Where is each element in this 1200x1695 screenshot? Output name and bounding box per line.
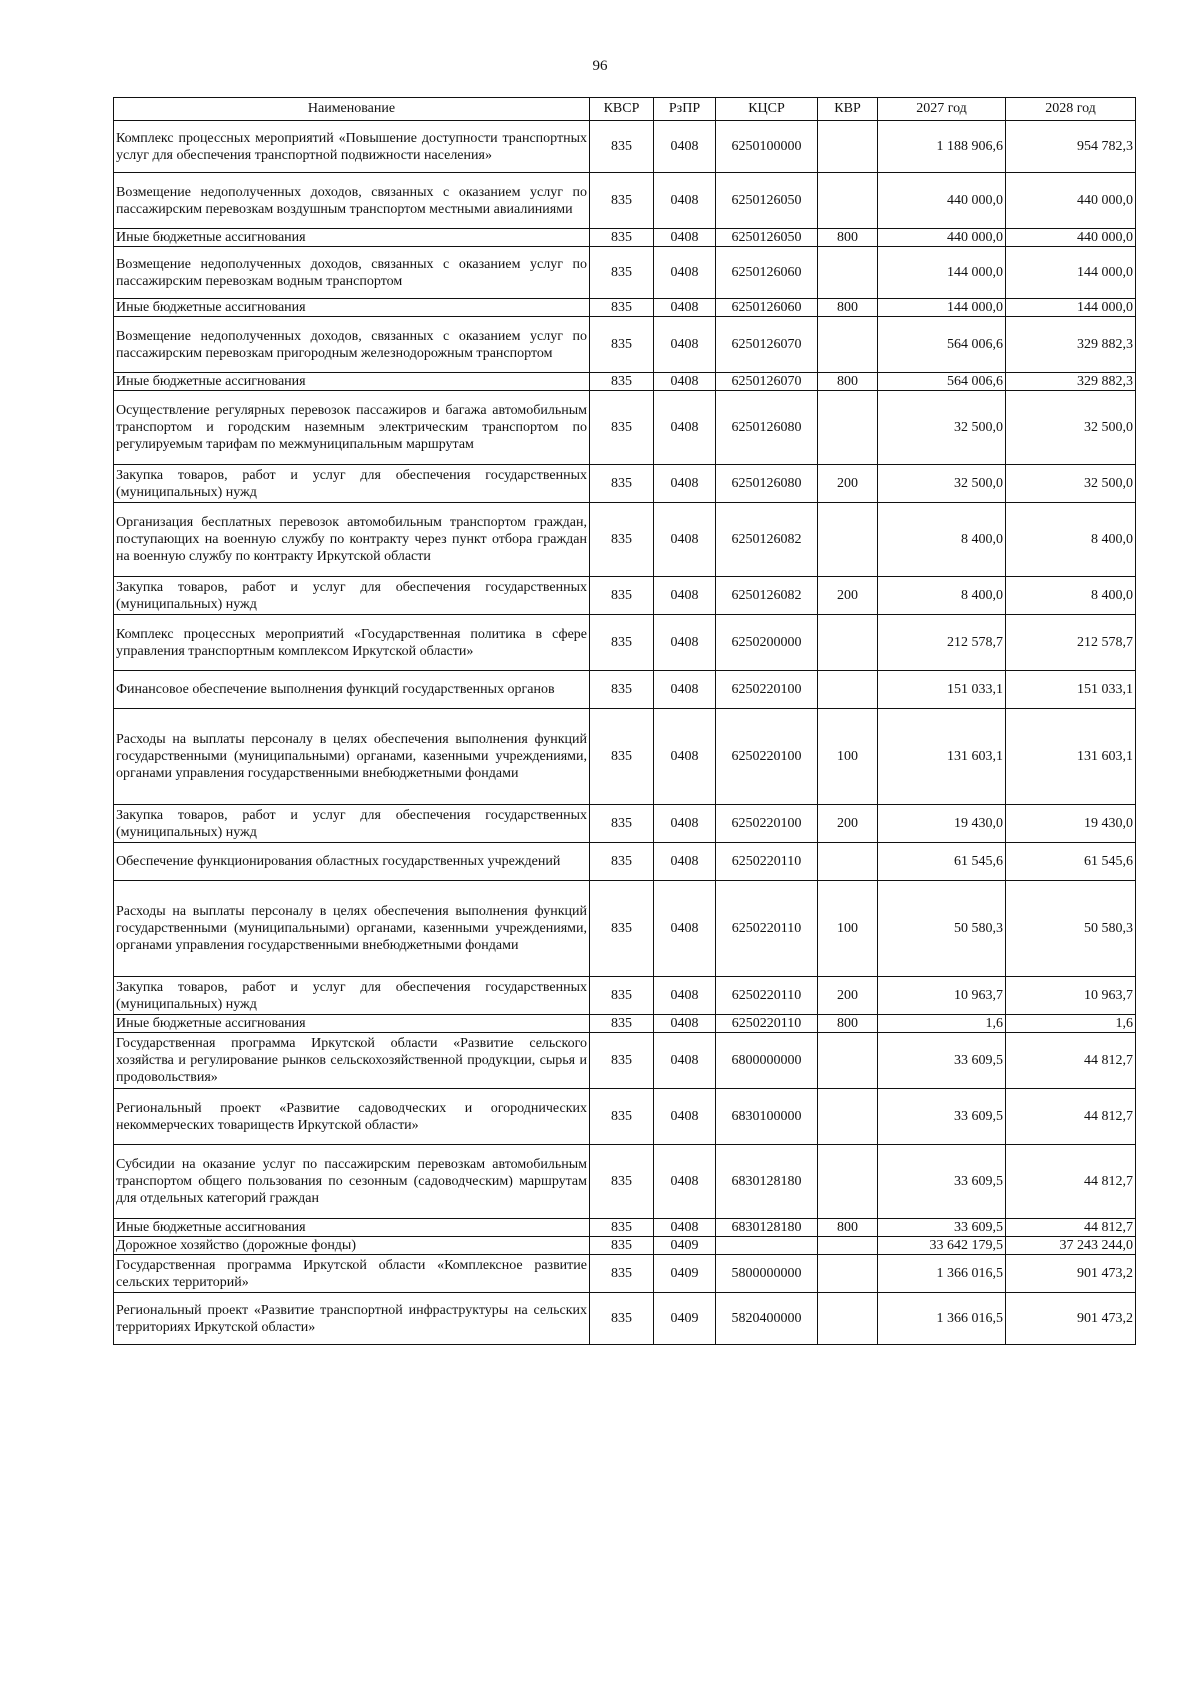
row-name: Иные бюджетные ассигнования bbox=[114, 299, 590, 317]
row-kcsr: 6250126060 bbox=[716, 299, 818, 317]
row-name: Закупка товаров, работ и услуг для обеспечения государственных (муниципальных) нужд bbox=[114, 577, 590, 615]
row-name: Иные бюджетные ассигнования bbox=[114, 1015, 590, 1033]
row-rzpr: 0408 bbox=[654, 121, 716, 173]
row-2027: 151 033,1 bbox=[878, 671, 1006, 709]
row-rzpr: 0408 bbox=[654, 805, 716, 843]
table-row bbox=[114, 391, 1136, 465]
row-kvr: 800 bbox=[818, 1015, 878, 1033]
row-rzpr: 0408 bbox=[654, 1015, 716, 1033]
row-kvr bbox=[818, 1255, 878, 1293]
row-name: Региональный проект «Развитие садоводческих и огороднических некоммерческих товариществ Иркутской области» bbox=[114, 1089, 590, 1145]
row-kvsr: 835 bbox=[590, 1089, 654, 1145]
page-number: 96 bbox=[592, 58, 608, 74]
row-kvsr: 835 bbox=[590, 1237, 654, 1255]
row-2027: 8 400,0 bbox=[878, 503, 1006, 577]
row-2028: 901 473,2 bbox=[1006, 1293, 1136, 1345]
row-kcsr: 6800000000 bbox=[716, 1033, 818, 1089]
row-name: Комплекс процессных мероприятий «Государственная политика в сфере управления транспортным комплексом Иркутской области» bbox=[114, 615, 590, 671]
row-kcsr: 6250126080 bbox=[716, 465, 818, 503]
row-kcsr: 6250126050 bbox=[716, 173, 818, 229]
row-rzpr: 0408 bbox=[654, 229, 716, 247]
table-row bbox=[114, 1145, 1136, 1219]
row-name: Государственная программа Иркутской области «Развитие сельского хозяйства и регулирование рынков сельскохозяйственной продукции, сырья и продовольствия» bbox=[114, 1033, 590, 1089]
header-name: Наименование bbox=[114, 98, 590, 121]
row-2028: 44 812,7 bbox=[1006, 1089, 1136, 1145]
row-2027: 61 545,6 bbox=[878, 843, 1006, 881]
table-row bbox=[114, 247, 1136, 299]
row-name: Иные бюджетные ассигнования bbox=[114, 229, 590, 247]
row-name: Обеспечение функционирования областных государственных учреждений bbox=[114, 843, 590, 881]
row-name: Комплекс процессных мероприятий «Повышение доступности транспортных услуг для обеспечения транспортной подвижности населения» bbox=[114, 121, 590, 173]
table-row bbox=[114, 121, 1136, 173]
row-rzpr: 0408 bbox=[654, 977, 716, 1015]
row-kvr bbox=[818, 173, 878, 229]
row-2028: 32 500,0 bbox=[1006, 465, 1136, 503]
row-kvr: 800 bbox=[818, 299, 878, 317]
row-kvsr: 835 bbox=[590, 317, 654, 373]
table-row bbox=[114, 615, 1136, 671]
row-kvr bbox=[818, 1033, 878, 1089]
table-row bbox=[114, 709, 1136, 805]
row-2027: 144 000,0 bbox=[878, 299, 1006, 317]
table-row bbox=[114, 229, 1136, 247]
budget-table bbox=[113, 97, 1136, 1345]
row-kvsr: 835 bbox=[590, 1219, 654, 1237]
row-2027: 1,6 bbox=[878, 1015, 1006, 1033]
row-kvr: 100 bbox=[818, 709, 878, 805]
row-kvsr: 835 bbox=[590, 229, 654, 247]
row-kvsr: 835 bbox=[590, 247, 654, 299]
row-rzpr: 0408 bbox=[654, 671, 716, 709]
table-row bbox=[114, 1219, 1136, 1237]
row-kvr bbox=[818, 843, 878, 881]
row-2028: 19 430,0 bbox=[1006, 805, 1136, 843]
row-kvsr: 835 bbox=[590, 391, 654, 465]
row-rzpr: 0408 bbox=[654, 373, 716, 391]
row-2028: 144 000,0 bbox=[1006, 299, 1136, 317]
row-2028: 50 580,3 bbox=[1006, 881, 1136, 977]
row-kvr: 200 bbox=[818, 977, 878, 1015]
row-2027: 144 000,0 bbox=[878, 247, 1006, 299]
row-kvr bbox=[818, 317, 878, 373]
row-rzpr: 0408 bbox=[654, 709, 716, 805]
row-2027: 32 500,0 bbox=[878, 465, 1006, 503]
row-kcsr: 6830128180 bbox=[716, 1145, 818, 1219]
row-name: Возмещение недополученных доходов, связанных с оказанием услуг по пассажирским перевозкам водным транспортом bbox=[114, 247, 590, 299]
row-kvr bbox=[818, 1293, 878, 1345]
row-name: Финансовое обеспечение выполнения функций государственных органов bbox=[114, 671, 590, 709]
row-kvsr: 835 bbox=[590, 671, 654, 709]
row-2028: 954 782,3 bbox=[1006, 121, 1136, 173]
table-row bbox=[114, 805, 1136, 843]
table-row bbox=[114, 671, 1136, 709]
row-rzpr: 0408 bbox=[654, 299, 716, 317]
row-rzpr: 0408 bbox=[654, 1219, 716, 1237]
row-kvr: 200 bbox=[818, 465, 878, 503]
table-row bbox=[114, 577, 1136, 615]
row-kcsr: 6830100000 bbox=[716, 1089, 818, 1145]
row-2027: 212 578,7 bbox=[878, 615, 1006, 671]
row-2027: 32 500,0 bbox=[878, 391, 1006, 465]
row-2028: 8 400,0 bbox=[1006, 503, 1136, 577]
row-kcsr: 6250220110 bbox=[716, 977, 818, 1015]
row-rzpr: 0408 bbox=[654, 1089, 716, 1145]
row-name: Расходы на выплаты персоналу в целях обеспечения выполнения функций государственными (муниципальными) органами, казенными учреждениями, органами управления государственными внебюджетными фондами bbox=[114, 881, 590, 977]
table-row bbox=[114, 373, 1136, 391]
table-row bbox=[114, 843, 1136, 881]
row-kvsr: 835 bbox=[590, 465, 654, 503]
row-name: Закупка товаров, работ и услуг для обеспечения государственных (муниципальных) нужд bbox=[114, 805, 590, 843]
row-rzpr: 0408 bbox=[654, 1145, 716, 1219]
row-2027: 440 000,0 bbox=[878, 173, 1006, 229]
row-kvsr: 835 bbox=[590, 373, 654, 391]
row-2028: 32 500,0 bbox=[1006, 391, 1136, 465]
table-header-row bbox=[114, 98, 1136, 121]
row-kcsr: 6250220100 bbox=[716, 671, 818, 709]
row-kcsr: 6250126082 bbox=[716, 503, 818, 577]
row-name: Организация бесплатных перевозок автомобильным транспортом граждан, поступающих на военную службу по контракту через пункт отбора граждан на военную службу по контракту Иркутской области bbox=[114, 503, 590, 577]
table-row bbox=[114, 299, 1136, 317]
row-rzpr: 0409 bbox=[654, 1237, 716, 1255]
row-kcsr bbox=[716, 1237, 818, 1255]
table-row bbox=[114, 173, 1136, 229]
row-2028: 44 812,7 bbox=[1006, 1145, 1136, 1219]
row-2027: 33 609,5 bbox=[878, 1089, 1006, 1145]
row-name: Расходы на выплаты персоналу в целях обеспечения выполнения функций государственными (муниципальными) органами, казенными учреждениями, органами управления государственными внебюджетными фондами bbox=[114, 709, 590, 805]
row-kcsr: 5820400000 bbox=[716, 1293, 818, 1345]
row-2027: 564 006,6 bbox=[878, 317, 1006, 373]
row-2028: 212 578,7 bbox=[1006, 615, 1136, 671]
row-kvr bbox=[818, 391, 878, 465]
row-rzpr: 0408 bbox=[654, 503, 716, 577]
row-rzpr: 0408 bbox=[654, 615, 716, 671]
table-row bbox=[114, 1089, 1136, 1145]
table-row bbox=[114, 1033, 1136, 1089]
row-name: Региональный проект «Развитие транспортной инфраструктуры на сельских территориях Иркутской области» bbox=[114, 1293, 590, 1345]
row-name: Дорожное хозяйство (дорожные фонды) bbox=[114, 1237, 590, 1255]
row-kcsr: 6250220110 bbox=[716, 1015, 818, 1033]
row-2027: 1 366 016,5 bbox=[878, 1255, 1006, 1293]
row-2028: 329 882,3 bbox=[1006, 317, 1136, 373]
row-kcsr: 6250220110 bbox=[716, 881, 818, 977]
row-rzpr: 0409 bbox=[654, 1255, 716, 1293]
row-2027: 33 609,5 bbox=[878, 1145, 1006, 1219]
row-2028: 144 000,0 bbox=[1006, 247, 1136, 299]
row-2028: 44 812,7 bbox=[1006, 1219, 1136, 1237]
row-name: Субсидии на оказание услуг по пассажирским перевозкам автомобильным транспортом общего пользования по сезонным (садоводческим) маршрутам для отдельных категорий граждан bbox=[114, 1145, 590, 1219]
row-rzpr: 0408 bbox=[654, 465, 716, 503]
row-kvsr: 835 bbox=[590, 977, 654, 1015]
row-rzpr: 0408 bbox=[654, 317, 716, 373]
row-2028: 151 033,1 bbox=[1006, 671, 1136, 709]
row-2028: 440 000,0 bbox=[1006, 173, 1136, 229]
row-2028: 1,6 bbox=[1006, 1015, 1136, 1033]
header-2028: 2028 год bbox=[1006, 98, 1136, 121]
row-kcsr: 6250126050 bbox=[716, 229, 818, 247]
row-kcsr: 6250220100 bbox=[716, 805, 818, 843]
header-2027: 2027 год bbox=[878, 98, 1006, 121]
row-kvr bbox=[818, 1089, 878, 1145]
row-kvr bbox=[818, 1237, 878, 1255]
row-kvsr: 835 bbox=[590, 577, 654, 615]
row-rzpr: 0409 bbox=[654, 1293, 716, 1345]
row-kvr: 800 bbox=[818, 229, 878, 247]
header-rzpr: РзПР bbox=[654, 98, 716, 121]
row-rzpr: 0408 bbox=[654, 577, 716, 615]
row-name: Возмещение недополученных доходов, связанных с оказанием услуг по пассажирским перевозкам пригородным железнодорожным транспортом bbox=[114, 317, 590, 373]
row-kcsr: 5800000000 bbox=[716, 1255, 818, 1293]
row-2027: 1 188 906,6 bbox=[878, 121, 1006, 173]
table-body bbox=[114, 121, 1136, 1345]
row-rzpr: 0408 bbox=[654, 173, 716, 229]
row-kcsr: 6250200000 bbox=[716, 615, 818, 671]
row-name: Иные бюджетные ассигнования bbox=[114, 1219, 590, 1237]
row-2028: 44 812,7 bbox=[1006, 1033, 1136, 1089]
row-2027: 10 963,7 bbox=[878, 977, 1006, 1015]
row-rzpr: 0408 bbox=[654, 247, 716, 299]
row-kcsr: 6250126070 bbox=[716, 373, 818, 391]
row-2028: 131 603,1 bbox=[1006, 709, 1136, 805]
row-kvsr: 835 bbox=[590, 1145, 654, 1219]
row-2028: 901 473,2 bbox=[1006, 1255, 1136, 1293]
row-2028: 37 243 244,0 bbox=[1006, 1237, 1136, 1255]
row-kcsr: 6250126060 bbox=[716, 247, 818, 299]
row-kvr bbox=[818, 671, 878, 709]
row-kvr bbox=[818, 1145, 878, 1219]
header-kcsr: КЦСР bbox=[716, 98, 818, 121]
row-kvsr: 835 bbox=[590, 1293, 654, 1345]
row-rzpr: 0408 bbox=[654, 843, 716, 881]
row-kcsr: 6250220100 bbox=[716, 709, 818, 805]
row-2028: 440 000,0 bbox=[1006, 229, 1136, 247]
row-kvr bbox=[818, 503, 878, 577]
row-kvr: 800 bbox=[818, 373, 878, 391]
row-kvsr: 835 bbox=[590, 805, 654, 843]
row-2027: 19 430,0 bbox=[878, 805, 1006, 843]
row-kvsr: 835 bbox=[590, 615, 654, 671]
row-kcsr: 6830128180 bbox=[716, 1219, 818, 1237]
row-name: Осуществление регулярных перевозок пассажиров и багажа автомобильным транспортом и городским наземным электрическим транспортом по регулируемым тарифам по межмуниципальным маршрутам bbox=[114, 391, 590, 465]
row-kvr bbox=[818, 615, 878, 671]
row-kvsr: 835 bbox=[590, 1033, 654, 1089]
table-row bbox=[114, 465, 1136, 503]
row-kvsr: 835 bbox=[590, 299, 654, 317]
row-2027: 1 366 016,5 bbox=[878, 1293, 1006, 1345]
row-name: Закупка товаров, работ и услуг для обеспечения государственных (муниципальных) нужд bbox=[114, 977, 590, 1015]
row-2028: 61 545,6 bbox=[1006, 843, 1136, 881]
row-kvsr: 835 bbox=[590, 1255, 654, 1293]
row-kvr bbox=[818, 121, 878, 173]
row-rzpr: 0408 bbox=[654, 1033, 716, 1089]
table-row bbox=[114, 317, 1136, 373]
row-name: Государственная программа Иркутской области «Комплексное развитие сельских территорий» bbox=[114, 1255, 590, 1293]
row-kvr: 100 bbox=[818, 881, 878, 977]
row-2027: 33 609,5 bbox=[878, 1219, 1006, 1237]
row-kcsr: 6250126082 bbox=[716, 577, 818, 615]
table-row bbox=[114, 977, 1136, 1015]
row-kvr: 200 bbox=[818, 805, 878, 843]
header-kvr: КВР bbox=[818, 98, 878, 121]
row-name: Иные бюджетные ассигнования bbox=[114, 373, 590, 391]
row-kvsr: 835 bbox=[590, 843, 654, 881]
row-kvsr: 835 bbox=[590, 709, 654, 805]
row-name: Возмещение недополученных доходов, связанных с оказанием услуг по пассажирским перевозкам воздушным транспортом местными авиалиниями bbox=[114, 173, 590, 229]
table-row bbox=[114, 503, 1136, 577]
table-row bbox=[114, 881, 1136, 977]
row-kvsr: 835 bbox=[590, 1015, 654, 1033]
table-row bbox=[114, 1255, 1136, 1293]
table-row bbox=[114, 1293, 1136, 1345]
row-rzpr: 0408 bbox=[654, 881, 716, 977]
row-2027: 440 000,0 bbox=[878, 229, 1006, 247]
row-2028: 329 882,3 bbox=[1006, 373, 1136, 391]
row-2027: 50 580,3 bbox=[878, 881, 1006, 977]
row-2027: 33 609,5 bbox=[878, 1033, 1006, 1089]
row-rzpr: 0408 bbox=[654, 391, 716, 465]
row-kvsr: 835 bbox=[590, 881, 654, 977]
row-kcsr: 6250220110 bbox=[716, 843, 818, 881]
row-2027: 8 400,0 bbox=[878, 577, 1006, 615]
row-2027: 564 006,6 bbox=[878, 373, 1006, 391]
row-kvsr: 835 bbox=[590, 503, 654, 577]
row-kvsr: 835 bbox=[590, 121, 654, 173]
table-row bbox=[114, 1237, 1136, 1255]
row-kcsr: 6250126070 bbox=[716, 317, 818, 373]
row-2027: 33 642 179,5 bbox=[878, 1237, 1006, 1255]
row-kvr: 200 bbox=[818, 577, 878, 615]
row-kvr: 800 bbox=[818, 1219, 878, 1237]
row-kcsr: 6250126080 bbox=[716, 391, 818, 465]
header-kvsr: КВСР bbox=[590, 98, 654, 121]
row-kvsr: 835 bbox=[590, 173, 654, 229]
table-row bbox=[114, 1015, 1136, 1033]
row-2028: 8 400,0 bbox=[1006, 577, 1136, 615]
row-2028: 10 963,7 bbox=[1006, 977, 1136, 1015]
row-name: Закупка товаров, работ и услуг для обеспечения государственных (муниципальных) нужд bbox=[114, 465, 590, 503]
row-kvr bbox=[818, 247, 878, 299]
row-2027: 131 603,1 bbox=[878, 709, 1006, 805]
row-kcsr: 6250100000 bbox=[716, 121, 818, 173]
